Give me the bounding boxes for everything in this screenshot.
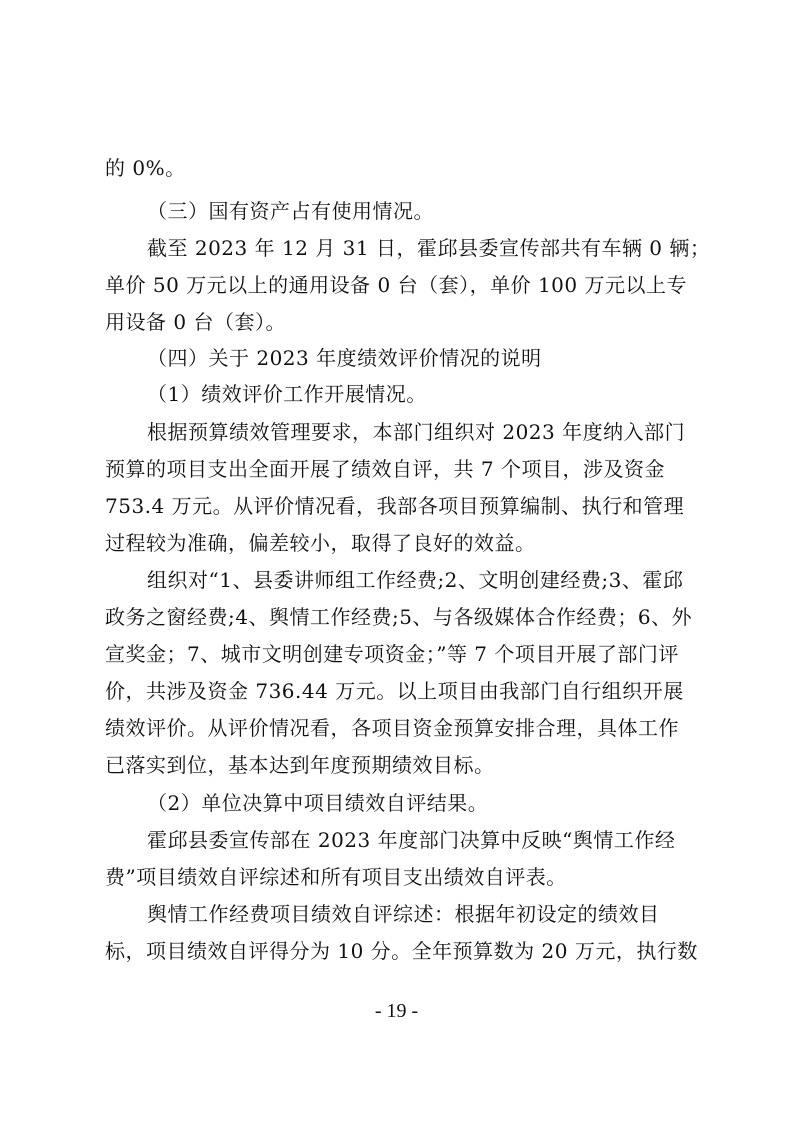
subsection-heading: （2）单位决算中项目绩效自评结果。 <box>147 791 489 815</box>
subsection-heading: （1）绩效评价工作开展情况。 <box>147 382 427 406</box>
text-line: 已落实到位，基本达到年度预期绩效目标。 <box>105 753 495 777</box>
text-line: 霍邱县委宣传部在 2023 年度部门决算中反映“舆情工作经 <box>147 828 676 852</box>
text-line: 用设备 0 台（套）。 <box>105 310 286 334</box>
text-line: 费”项目绩效自评综述和所有项目支出绩效自评表。 <box>105 865 567 889</box>
text-line: 价，共涉及资金 736.44 万元。以上项目由我部门自行组织开展 <box>105 679 684 703</box>
text-line: 单价 50 万元以上的通用设备 0 台（套），单价 100 万元以上专 <box>105 273 687 297</box>
text-line: 组织对“1、县委讲师组工作经费;2、文明创建经费;3、霍邱 <box>147 568 684 592</box>
section-heading: （三）国有资产占有使用情况。 <box>147 199 434 223</box>
text-line: 标，项目绩效自评得分为 10 分。全年预算数为 20 万元，执行数 <box>105 939 698 963</box>
text-line: 截至 2023 年 12 月 31 日，霍邱县委宣传部共有车辆 0 辆； <box>147 236 711 260</box>
text-line: 绩效评价。从评价情况看，各项目资金预算安排合理，具体工作 <box>105 716 679 740</box>
text-line: 过程较为准确，偏差较小，取得了良好的效益。 <box>105 531 536 555</box>
text-line: 根据预算绩效管理要求，本部门组织对 2023 年度纳入部门 <box>147 420 686 444</box>
text-line: 的 0%。 <box>105 156 186 180</box>
text-line: 政务之窗经费;4、舆情工作经费;5、与各级媒体合作经费；6、外 <box>105 605 693 629</box>
page-number: - 19 - <box>374 1000 419 1022</box>
text-line: 宣奖金；7、城市文明创建专项资金；”等 7 个项目开展了部门评 <box>105 642 679 666</box>
text-line: 舆情工作经费项目绩效自评综述：根据年初设定的绩效目 <box>147 902 660 926</box>
text-line: 预算的项目支出全面开展了绩效自评，共 7 个项目，涉及资金 <box>105 457 665 481</box>
text-line: 753.4 万元。从评价情况看，我部各项目预算编制、执行和管理 <box>105 494 685 518</box>
section-heading: （四）关于 2023 年度绩效评价情况的说明 <box>147 346 542 370</box>
